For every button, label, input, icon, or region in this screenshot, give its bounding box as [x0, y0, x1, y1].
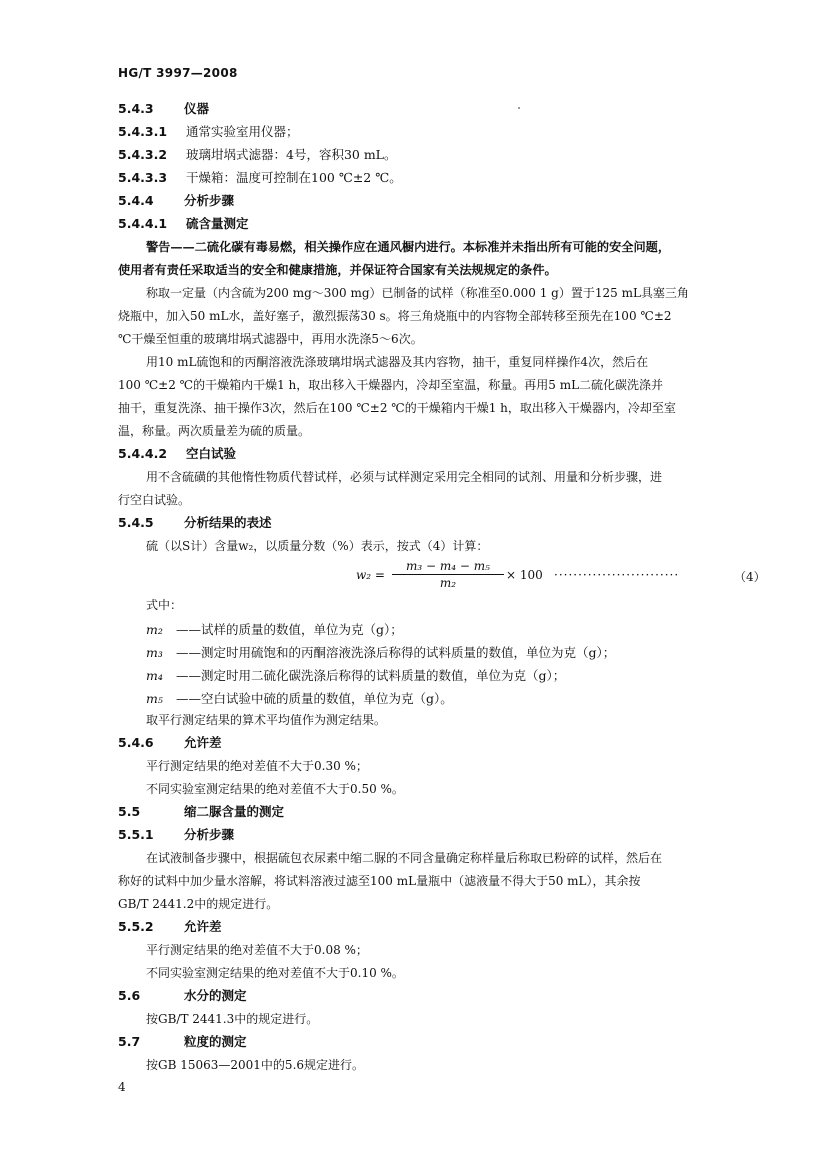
section-5-4-3: 5.4.3 仪器	[118, 101, 210, 116]
para-blank-1: 用不含硫磺的其他惰性物质代替试样，必须与试样测定采用完全相同的试剂、用量和分析步骤，进	[146, 470, 663, 484]
section-5-5: 5.5 缩二脲含量的测定	[118, 804, 285, 819]
equation-numerator: m₃ − m₄ − m₅	[406, 559, 490, 573]
para-washing-1: 用10 mL硫饱和的丙酮溶液洗涤玻璃坩埚式滤器及其内容物，抽干，重复同样操作4次，然后在	[146, 355, 649, 369]
para-sulfur-content: 硫（以S计）含量w₂，以质量分数（%）表示，按式（4）计算：	[146, 539, 489, 553]
warning-line-1: 警告——二硫化碳有毒易燃，相关操作应在通风橱内进行。本标准并未指出所有可能的安全问题，	[146, 240, 671, 254]
item-5-4-3-2: 5.4.3.2 玻璃坩埚式滤器：4号，容积30 mL。	[118, 147, 397, 162]
warning-line-2: 使用者有责任采取适当的安全和健康措施，并保证符合国家有关法规规定的条件。	[118, 263, 557, 277]
equation-number: （4）	[734, 570, 766, 584]
para-average: 取平行测定结果的算术平均值作为测定结果。	[146, 713, 387, 727]
para-weighing-1: 称取一定量（内含硫为200 mg～300 mg）已制备的试样（称准至0.000 1 g）置于125 mL具塞三角	[146, 286, 689, 300]
variable-definition: m₄ ——测定时用二硫化碳洗涤后称得的试料质量的数值，单位为克（g）；	[146, 668, 566, 683]
para-blank-2: 行空白试验。	[118, 493, 191, 507]
para-tolerance-1: 平行测定结果的绝对差值不大于0.30 %；	[146, 759, 368, 773]
page-number: 4	[118, 1080, 126, 1094]
section-5-7: 5.7 粒度的测定	[118, 1034, 247, 1049]
para-washing-4: 温，称量。两次质量差为硫的质量。	[118, 424, 311, 438]
where-label: 式中：	[146, 598, 183, 612]
standard-number-header: HG/T 3997—2008	[118, 66, 238, 80]
variable-definition: m₅ ——空白试验中硫的质量的数值，单位为克（g）。	[146, 691, 453, 706]
para-biuret-tolerance-2: 不同实验室测定结果的绝对差值不大于0.10 %。	[146, 966, 404, 980]
para-weighing-3: ℃干燥至恒重的玻璃坩埚式滤器中，再用水洗涤5～6次。	[118, 332, 423, 346]
section-5-4-4-2: 5.4.4.2 空白试验	[118, 446, 237, 461]
section-5-4-4: 5.4.4 分析步骤	[118, 193, 235, 208]
equation-leader-dots: ··························	[554, 568, 680, 582]
scan-speck	[518, 107, 520, 109]
para-biuret-1: 在试液制备步骤中，根据硫包衣尿素中缩二脲的不同含量确定称样量后称取已粉碎的试样，然后在	[146, 851, 663, 865]
section-5-4-5: 5.4.5 分析结果的表述	[118, 515, 272, 530]
equation-multiplier: × 100	[506, 568, 543, 582]
section-5-4-6: 5.4.6 允许差	[118, 735, 222, 750]
para-biuret-2: 称好的试料中加少量水溶解，将试料溶液过滤至100 mL量瓶中（滤液量不得大于50 mL），其余按	[118, 874, 641, 888]
para-weighing-2: 烧瓶中，加入50 mL水，盖好塞子，激烈振荡30 s。将三角烧瓶中的内容物全部转移至预先在100 ℃±2	[118, 309, 672, 323]
variable-definition: m₂ ——试样的质量的数值，单位为克（g）；	[146, 622, 403, 637]
fraction-bar	[392, 574, 504, 575]
section-5-6: 5.6 水分的测定	[118, 988, 247, 1003]
item-5-4-3-1: 5.4.3.1 通常实验室用仪器；	[118, 124, 299, 139]
equation-denominator: m₂	[439, 576, 457, 590]
para-moisture: 按GB/T 2441.3中的规定进行。	[146, 1012, 319, 1026]
equation-lhs: w₂ =	[356, 568, 385, 582]
para-tolerance-2: 不同实验室测定结果的绝对差值不大于0.50 %。	[146, 782, 404, 796]
para-biuret-tolerance-1: 平行测定结果的绝对差值不大于0.08 %；	[146, 943, 368, 957]
para-granularity: 按GB 15063—2001中的5.6规定进行。	[146, 1058, 365, 1072]
variable-definition: m₃ ——测定时用硫饱和的丙酮溶液洗涤后称得的试料质量的数值，单位为克（g）；	[146, 645, 616, 660]
para-biuret-3: GB/T 2441.2中的规定进行。	[118, 897, 279, 911]
para-washing-3: 抽干，重复洗涤、抽干操作3次，然后在100 ℃±2 ℃的干燥箱内干燥1 h，取出移入干燥器内，冷却至室	[118, 401, 676, 415]
section-5-5-1: 5.5.1 分析步骤	[118, 827, 235, 842]
section-5-5-2: 5.5.2 允许差	[118, 919, 222, 934]
item-5-4-3-3: 5.4.3.3 干燥箱：温度可控制在100 ℃±2 ℃。	[118, 170, 402, 185]
equation-fraction	[392, 559, 504, 590]
section-5-4-4-1: 5.4.4.1 硫含量测定	[118, 216, 249, 231]
para-washing-2: 100 ℃±2 ℃的干燥箱内干燥1 h，取出移入干燥器内，冷却至室温，称量。再用5 mL二硫化碳洗涤并	[118, 378, 664, 392]
